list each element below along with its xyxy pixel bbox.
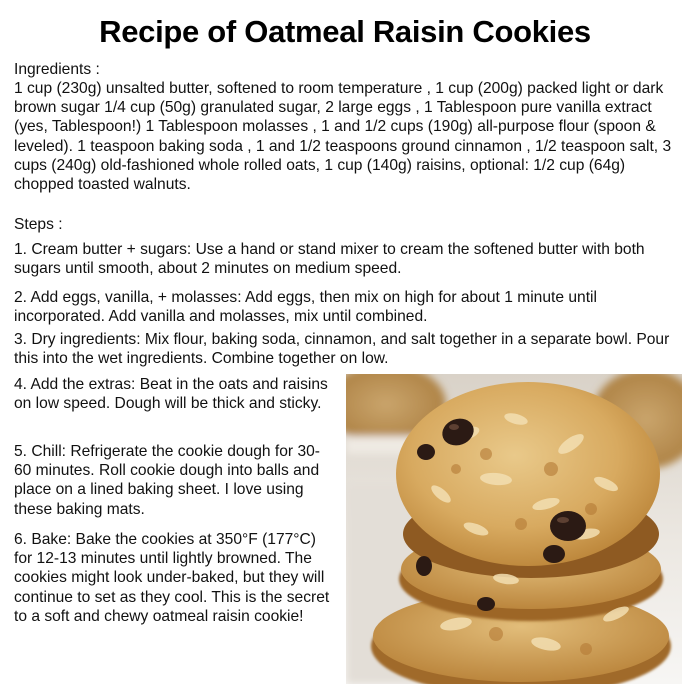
step-3: 3. Dry ingredients: Mix flour, baking soda, cinnamon, and salt together in a separate bowl. Pour this into the wet ingredients. Combine together on low. xyxy=(14,331,670,368)
step-1: 1. Cream butter + sugars: Use a hand or stand mixer to cream the softened butter with both sugars until smooth, about 2 minutes on medium speed. xyxy=(14,241,645,278)
step-5: 5. Chill: Refrigerate the cookie dough for 30-60 minutes. Roll cookie dough into balls and place on a lined baking sheet. I love using these baking mats. xyxy=(14,443,320,518)
ingredients-text: 1 cup (230g) unsalted butter, softened to room temperature , 1 cup (200g) packed light or dark brown sugar 1/4 cup (50g) granulated sugar, 2 large eggs , 1 Tablespoon pure vanilla extract (yes, Tablespoon!) 1 Tablespoon molasses , 1 and 1/2 cups (190g) all-purpose flour (spoon & leveled). 1 teaspoon baking soda , 1 and 1/2 teaspoons ground cinnamon , 1/2 teaspoon salt, 3 cups (240g) old-fashioned whole rolled oats, 1 cup (140g) raisins, optional: 1/2 cup (64g) chopped toasted walnuts. xyxy=(14,80,672,194)
recipe-title: Recipe of Oatmeal Raisin Cookies xyxy=(99,14,591,49)
ingredients-heading: Ingredients : xyxy=(14,61,100,78)
steps-heading: Steps : xyxy=(14,216,63,233)
cookie-photo xyxy=(346,374,682,684)
step-2: 2. Add eggs, vanilla, + molasses: Add eggs, then mix on high for about 1 minute until incorporated. Add vanilla and molasses, mix until combined. xyxy=(14,289,597,326)
step-6: 6. Bake: Bake the cookies at 350°F (177°C) for 12-13 minutes until lightly browned. The cookies might look under-baked, but they will continue to set as they cool. This is the secret to a soft and chewy oatmeal raisin cookie! xyxy=(14,531,330,625)
step-4: 4. Add the extras: Beat in the oats and raisins on low speed. Dough will be thick and sticky. xyxy=(14,376,328,413)
